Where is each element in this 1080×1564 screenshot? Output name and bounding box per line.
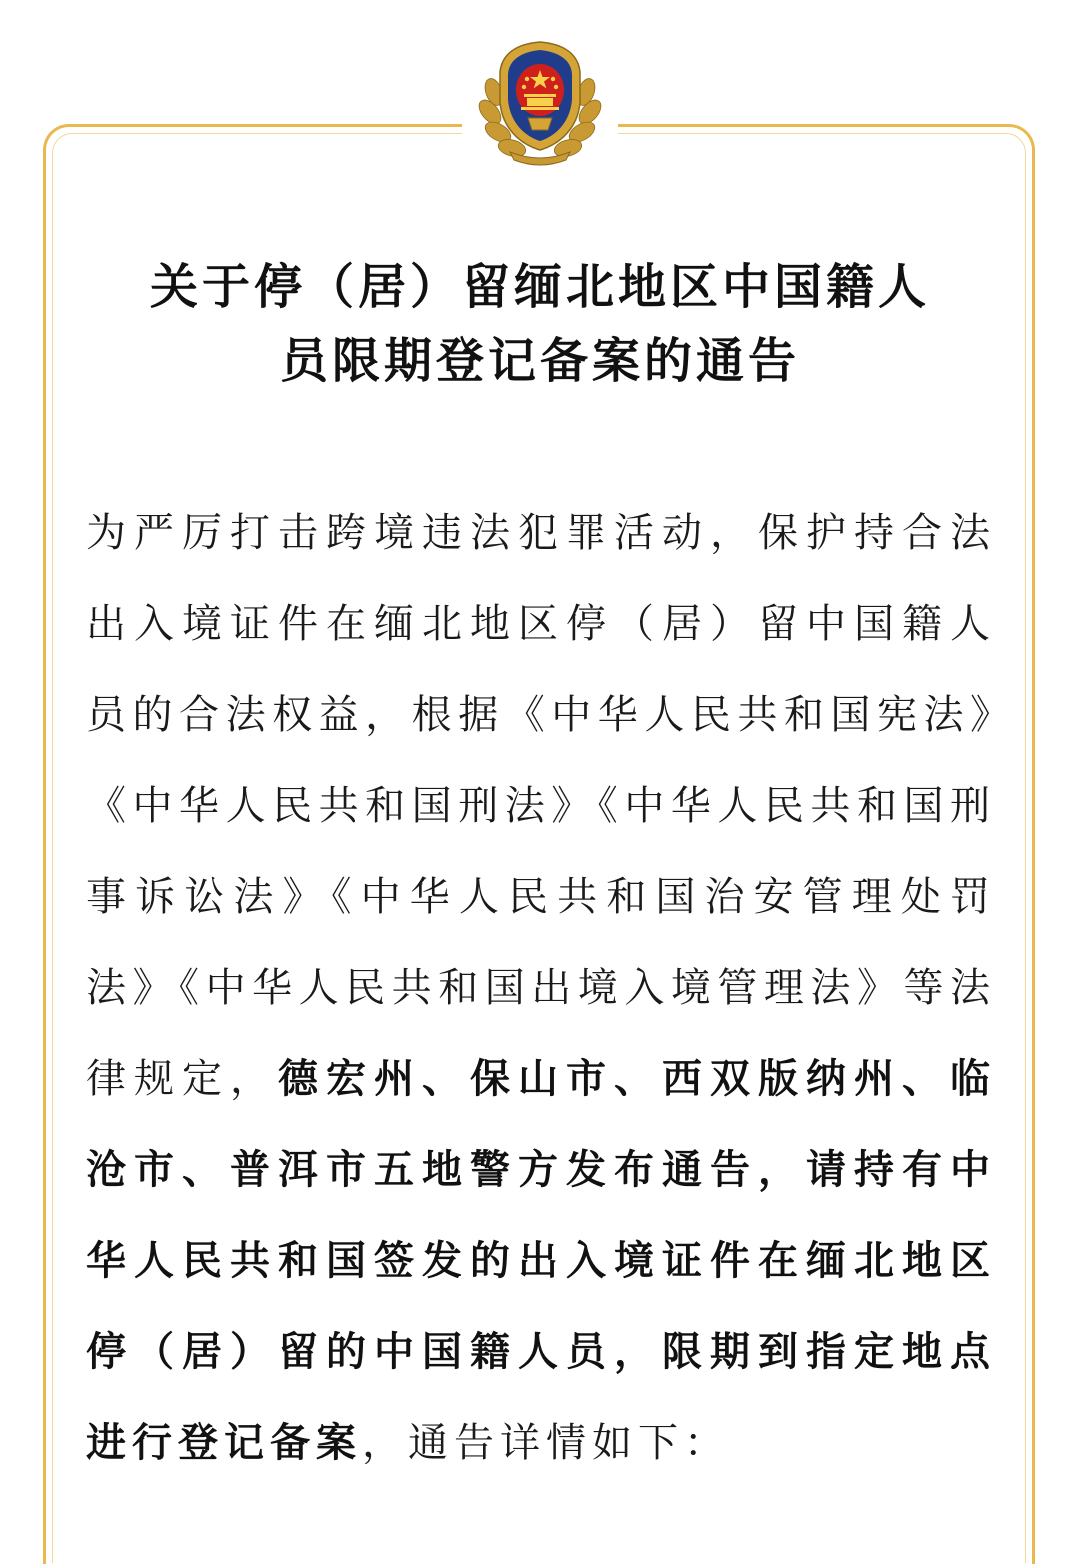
body-regular: 为严厉打击跨境违法犯罪活动，保护持合法出入境证件在缅北地区停（居）留中国籍人员的合法权益，根据《中华人民共和国宪法》《中华人民共和国刑法》《中华人民共和国刑事诉讼法》《中华人民共和国治安管理处罚法》《中华人民共和国出境入境管理法》等法律规定， <box>86 510 996 1102</box>
title-line-1: 关于停（居）留缅北地区中国籍人 <box>149 259 930 315</box>
title-line-2: 员限期登记备案的通告 <box>279 333 800 389</box>
notice-title <box>90 250 990 398</box>
police-emblem-icon <box>472 32 608 168</box>
body-bold: 德宏州、保山市、西双版纳州、临沧市、普洱市五地警方发布通告，请持有中华人民共和国签发的出入境证件在缅北地区停（居）留的中国籍人员，限期到指定地点进行登记备案 <box>86 1056 996 1466</box>
notice-body <box>86 488 996 1489</box>
body-tail: ，通告详情如下： <box>362 1420 730 1466</box>
